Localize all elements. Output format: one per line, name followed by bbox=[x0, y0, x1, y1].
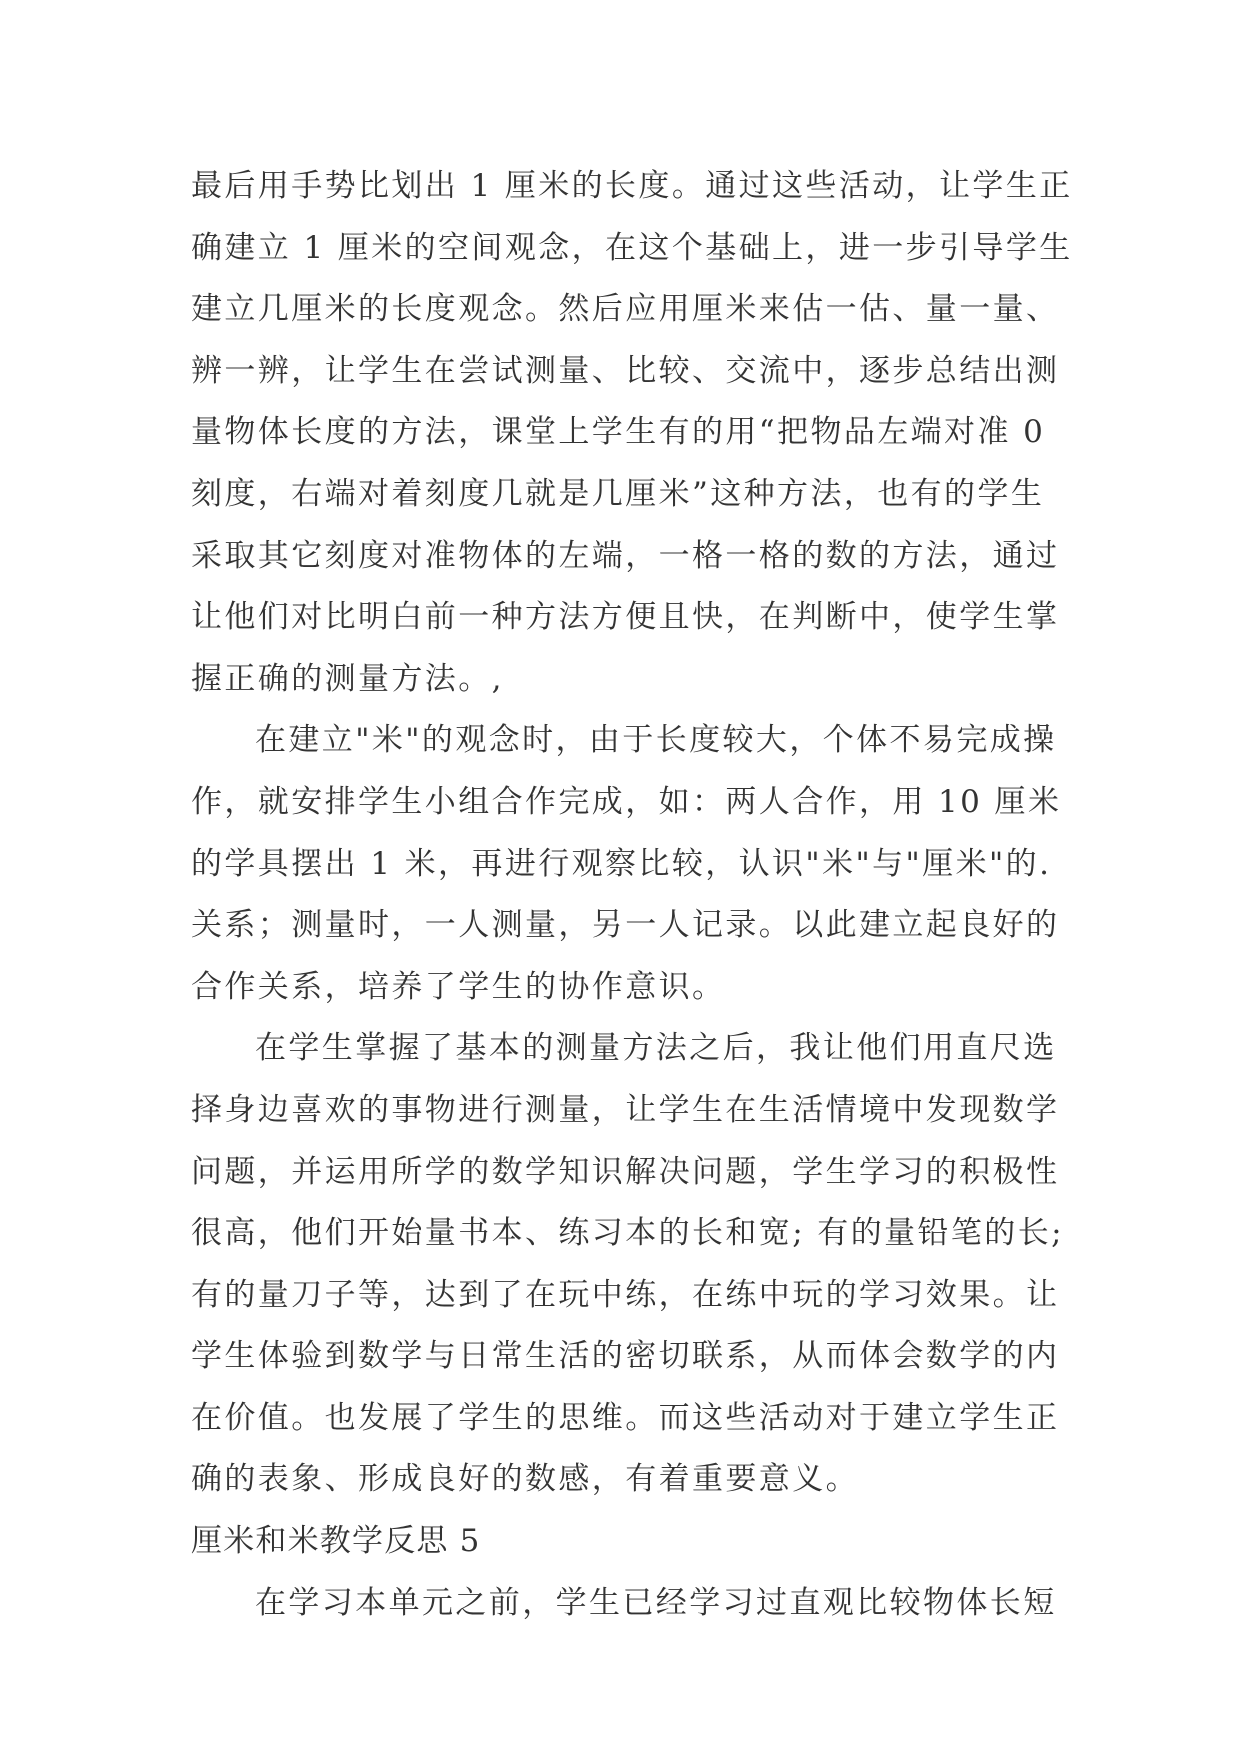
text-line: 刻度，右端对着刻度几就是几厘米”这种方法，也有的学生 bbox=[191, 475, 1045, 512]
text-line: 很高，他们开始量书本、练习本的长和宽; 有的量铅笔的长; bbox=[191, 1215, 1064, 1252]
paragraph-first-line: 在建立"米"的观念时，由于长度较大，个体不易完成操 bbox=[255, 722, 1057, 759]
text-line: 确建立 1 厘米的空间观念，在这个基础上，进一步引导学生 bbox=[191, 229, 1073, 266]
text-line: 问题，并运用所学的数学知识解决问题，学生学习的积极性 bbox=[191, 1153, 1060, 1190]
text-line: 让他们对比明白前一种方法方便且快，在判断中，使学生掌 bbox=[191, 599, 1060, 636]
paragraph-first-line: 在学习本单元之前，学生已经学习过直观比较物体长短 bbox=[255, 1584, 1057, 1621]
text-line: 合作关系，培养了学生的协作意识。 bbox=[191, 968, 726, 1005]
text-line: 作，就安排学生小组合作完成，如：两人合作，用 10 厘米 bbox=[191, 783, 1062, 820]
section-heading: 厘米和米教学反思 5 bbox=[191, 1523, 481, 1560]
text-line: 择身边喜欢的事物进行测量，让学生在生活情境中发现数学 bbox=[191, 1091, 1060, 1128]
text-line: 有的量刀子等，达到了在玩中练，在练中玩的学习效果。让 bbox=[191, 1276, 1060, 1313]
document-body bbox=[191, 156, 1071, 1634]
text-line: 学生体验到数学与日常生活的密切联系，从而体会数学的内 bbox=[191, 1338, 1060, 1375]
text-line: 关系；测量时，一人测量，另一人记录。以此建立起良好的 bbox=[191, 907, 1060, 944]
text-line: 的学具摆出 1 米，再进行观察比较，认识"米"与"厘米"的. bbox=[191, 845, 1052, 882]
text-line: 采取其它刻度对准物体的左端，一格一格的数的方法，通过 bbox=[191, 537, 1060, 574]
text-line: 最后用手势比划出 1 厘米的长度。通过这些活动，让学生正 bbox=[191, 168, 1073, 204]
text-line: 握正确的测量方法。, bbox=[191, 660, 504, 697]
paragraph-first-line: 在学生掌握了基本的测量方法之后，我让他们用直尺选 bbox=[255, 1030, 1057, 1067]
text-line: 辨一辨，让学生在尝试测量、比较、交流中，逐步总结出测 bbox=[191, 352, 1060, 389]
text-line: 在价值。也发展了学生的思维。而这些活动对于建立学生正 bbox=[191, 1399, 1060, 1436]
text-line: 确的表象、形成良好的数感，有着重要意义。 bbox=[191, 1461, 859, 1498]
text-line: 量物体长度的方法，课堂上学生有的用“把物品左端对准 0 bbox=[191, 414, 1046, 451]
text-line: 建立几厘米的长度观念。然后应用厘米来估一估、量一量、 bbox=[191, 291, 1060, 328]
